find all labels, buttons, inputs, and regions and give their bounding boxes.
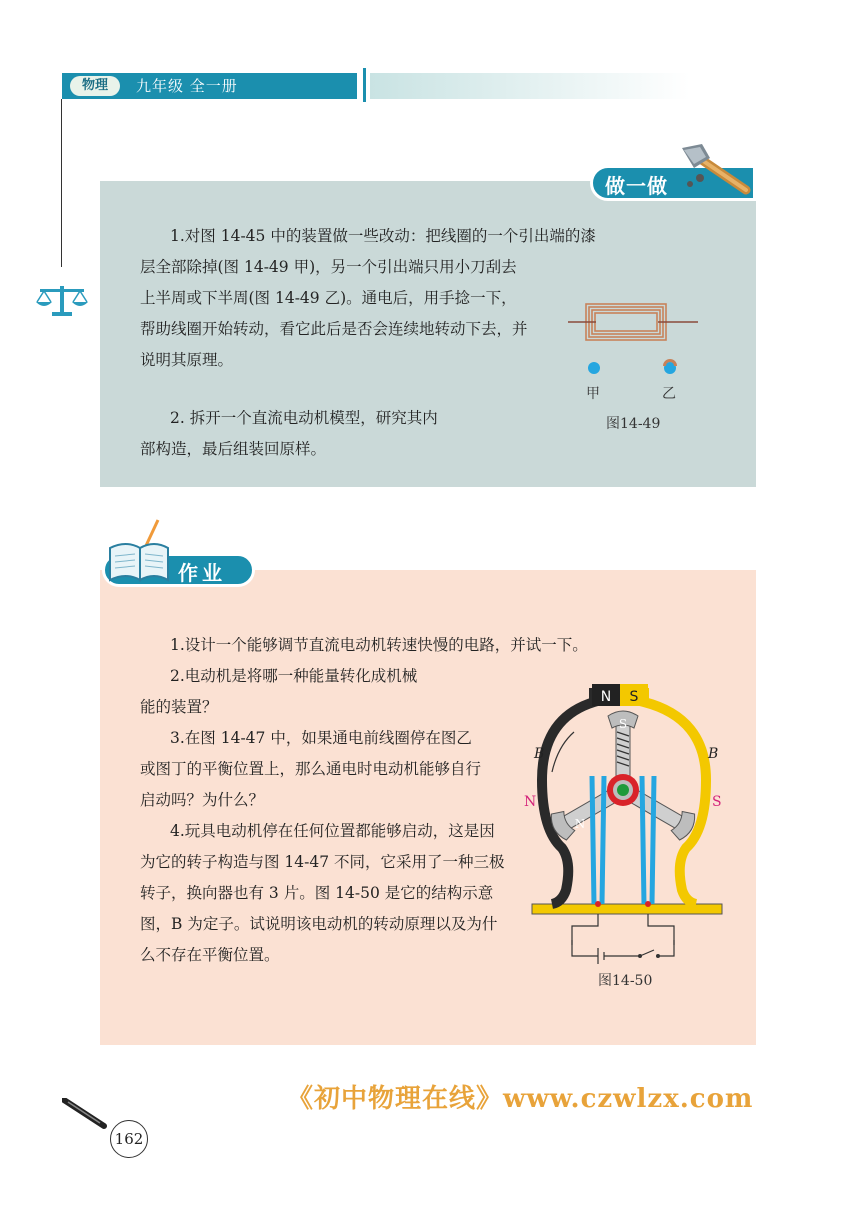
homework-question-2-line-2: 能的装置？: [140, 698, 218, 716]
try-it-title: 做一做: [605, 174, 668, 198]
homework-question-1: 1.设计一个能够调节直流电动机转速快慢的电路，并试一下。: [170, 636, 588, 654]
three-pole-motor-diagram: [522, 680, 727, 945]
coil-figure: [566, 296, 716, 386]
homework-question-2-line-1: 2.电动机是将哪一种能量转化成机械: [170, 667, 418, 685]
figure-label-right: 乙: [662, 386, 676, 402]
watermark: 《初中物理在线》www.czwlzx.com: [287, 1084, 754, 1114]
try-item-2-first-line: 2. 拆开一个直流电动机模型，研究其内: [170, 409, 438, 427]
stator-label-right: B: [708, 746, 719, 762]
magnet-n-label: N: [600, 689, 612, 705]
rotor-s-label: S: [618, 717, 628, 731]
stator-label-left: B: [534, 746, 545, 762]
subject-logo: 物理: [70, 76, 120, 96]
try-item-2-second-line: 部构造，最后组装回原样。: [140, 440, 327, 458]
try-item-1-body: 层全部除掉(图 14-49 甲)，另一个引出端只用小刀刮去上半周或下半周(图 14-49 乙)。通电后，用手捻一下，帮助线圈开始转动，看它此后是否会连续地转动下去，并说明其原理。: [140, 258, 528, 369]
homework-title: 作业: [178, 561, 226, 585]
figure-caption: 图14-49: [606, 416, 661, 432]
margin-line: [61, 99, 62, 267]
hammer-icon: [676, 142, 752, 198]
header-divider: [363, 68, 366, 102]
page-number: 162: [110, 1120, 148, 1158]
homework-question-3: 3.在图 14-47 中，如果通电前线圈停在图乙或图丁的平衡位置上，那么通电时电动机能够自行启动吗？为什么？: [140, 729, 482, 809]
figure-label-left: 甲: [586, 386, 600, 402]
homework-question-4: 4.玩具电动机停在任何位置都能够启动，这是因为它的转子构造与图 14-47 不同，它采用了一种三极转子，换向器也有 3 片。图 14-50 是它的结构示意图，B 为定子。试说明该电动机的转动原理以及为什么不存在平衡位置。: [140, 822, 505, 964]
motor-figure-caption: 图14-50: [598, 973, 653, 989]
header-gradient-band: [370, 73, 690, 99]
pole-s-label: S: [712, 794, 722, 810]
pole-n-label: N: [524, 794, 537, 810]
book-pencil-icon: [106, 518, 176, 584]
book-title: 九年级 全一册: [136, 77, 238, 95]
rotor-n-label: N: [574, 817, 586, 831]
try-item-1-first-line: 1.对图 14-45 中的装置做一些改动：把线圈的一个引出端的漆: [170, 227, 596, 245]
balance-scale-icon: [34, 282, 90, 318]
magnet-s-label: S: [629, 689, 639, 705]
